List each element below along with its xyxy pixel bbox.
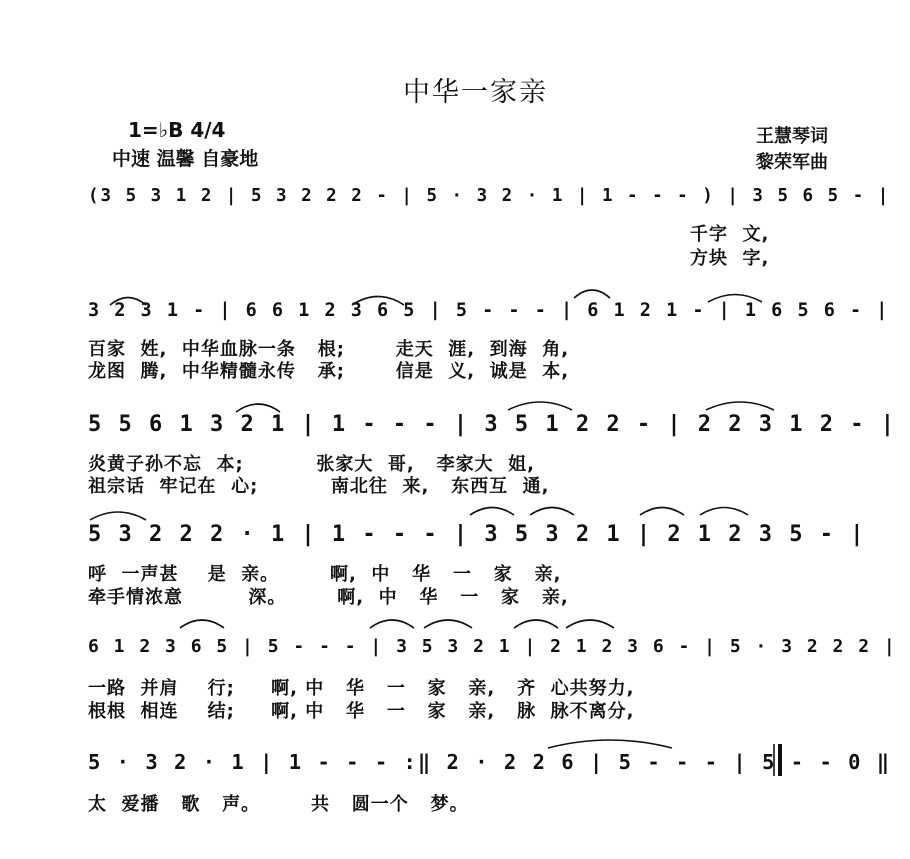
lyricist-credit: 王慧琴词 bbox=[756, 126, 828, 147]
lyrics-line-6-verse-1: 太 爱播 歌 声。 共 圆一个 梦。 bbox=[88, 794, 469, 815]
lyrics-line-1-verse-1: 千字 文, bbox=[690, 224, 770, 245]
score-line-6: 5 · 3 2 · 1 | 1 - - - :‖ 2 · 2 2 6 | 5 - - - | 5 - - 0 ‖ bbox=[88, 750, 892, 774]
score-line-1: (3 5 3 1 2 | 5 3 2 2 2 - | 5 · 3 2 · 1 | 1 - - - ) | 3 5 6 5 - | bbox=[88, 186, 891, 206]
key-signature: 1=♭B 4/4 bbox=[128, 118, 226, 142]
lyrics-line-5-verse-1: 一路 并肩 行; 啊, 中 华 一 家 亲, 齐 心共努力, bbox=[88, 678, 635, 699]
composer-credit: 黎荣军曲 bbox=[756, 152, 828, 173]
lyrics-line-1-verse-2: 方块 字, bbox=[690, 248, 770, 269]
lyrics-line-2-verse-2: 龙图 腾, 中华精髓永传 承; 信是 义, 诚是 本, bbox=[88, 361, 570, 382]
lyrics-line-5-verse-2: 根根 相连 结; 啊, 中 华 一 家 亲, 脉 脉不离分, bbox=[88, 701, 635, 722]
lyrics-line-3-verse-1: 炎黄子孙不忘 本; 张家大 哥, 李家大 姐, bbox=[88, 454, 535, 475]
score-line-2: 3 2 3 1 - | 6 6 1 2 3 6 5 | 5 - - - | 6 1 2 1 - | 1 6 5 6 - | bbox=[88, 300, 890, 321]
lyrics-line-3-verse-2: 祖宗话 牢记在 心; 南北往 来, 东西互 通, bbox=[88, 476, 550, 497]
lyrics-line-4-verse-1: 呼 一声甚 是 亲。 啊, 中 华 一 家 亲, bbox=[88, 564, 562, 585]
lyrics-line-2-verse-1: 百家 姓, 中华血脉一条 根; 走天 涯, 到海 角, bbox=[88, 339, 570, 360]
score-line-5: 6 1 2 3 6 5 | 5 - - - | 3 5 3 2 1 | 2 1 2 3 6 - | 5 · 3 2 2 2 | bbox=[88, 636, 897, 657]
tempo-marking: 中速 温馨 自豪地 bbox=[112, 148, 259, 170]
score-line-3: 5 5 6 1 3 2 1 | 1 - - - | 3 5 1 2 2 - | 2 2 3 1 2 - | bbox=[88, 412, 896, 437]
song-title: 中华一家亲 bbox=[403, 77, 548, 108]
lyrics-line-4-verse-2: 牵手情浓意 深。 啊, 中 华 一 家 亲, bbox=[88, 587, 569, 608]
score-line-4: 5 3 2 2 2 · 1 | 1 - - - | 3 5 3 2 1 | 2 1 2 3 5 - | bbox=[88, 522, 866, 547]
